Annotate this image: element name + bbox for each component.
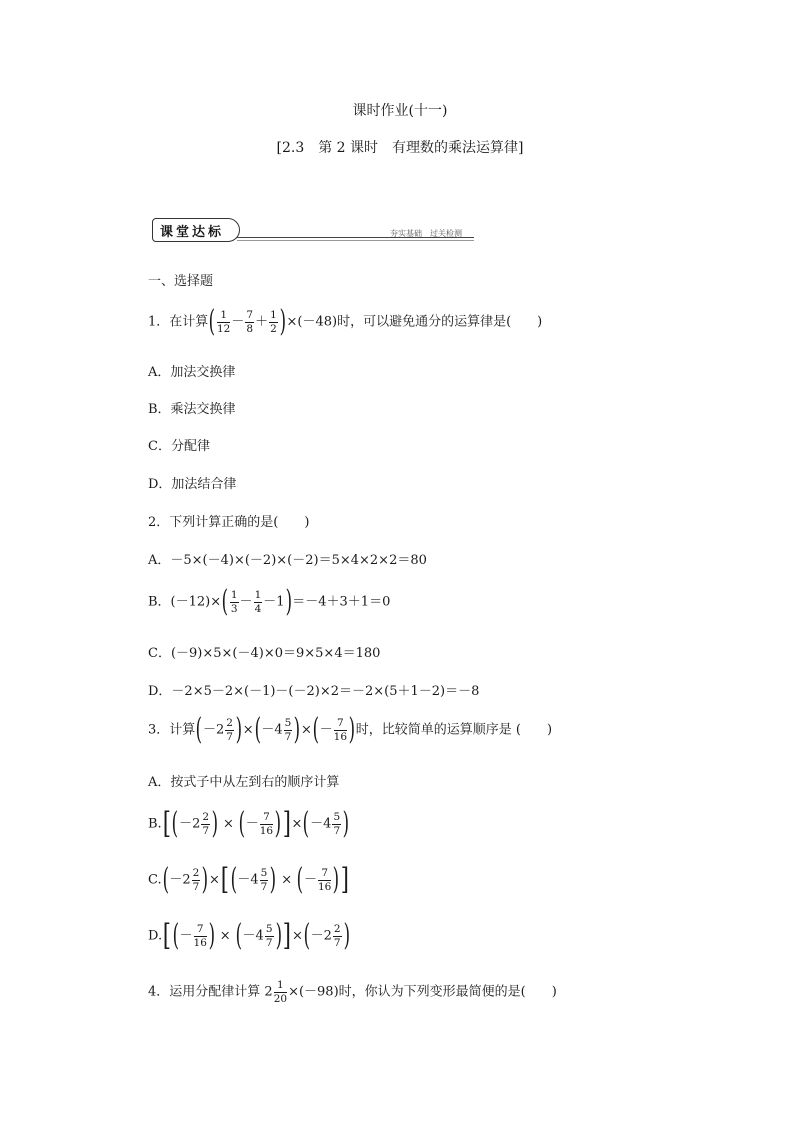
page-title: 课时作业(十一) [352,103,448,119]
banner-divider-thin [237,240,474,241]
q2-b-prefix: B．(－12)× [148,594,222,610]
q3-option-b: B.[(－2 $\frac{2}{7}$ ) × (－ $\frac{7}{16}$ )]×(－4 $\frac{5}{7}$ ) [148,806,350,841]
q3-mixed-1: $\frac{2}{7}$ [226,717,233,743]
q2-b-close-paren: ) [285,584,292,619]
q2-option-a: A．－5×(－4)×(－2)×(－2)＝5×4×2×2＝80 [148,553,427,568]
q1-fraction-1: $\frac{1}{12}$ [217,309,231,335]
page-subtitle: [2.3 第 2 课时 有理数的乘法运算律] [276,140,524,156]
banner-right-text: 夯实基础 过关检测 [390,229,462,238]
q1-close-paren: ) [279,304,286,339]
q1-suffix: ×(－48)时，可以避免通分的运算律是( ) [286,314,543,330]
q2-b-operator: － [239,594,253,610]
q1-operator-2: ＋ [255,314,269,330]
q3-option-c: C.(－2 $\frac{2}{7}$ )×[(－4 $\frac{5}{7}$ ) × (－ $\frac{7}{16}$ )] [148,862,350,897]
q1-operator-1: － [231,314,245,330]
q1-option-d: D．加法结合律 [148,477,237,492]
q2-option-c: C．(－9)×5×(－4)×0＝9×5×4＝180 [148,646,381,661]
question-4-stem [148,980,557,1004]
q3-prefix: 3．计算 [148,722,196,738]
q3-option-d: D.[(－ $\frac{7}{16}$ ) × (－4 $\frac{5}{7}$ )]×(－2 $\frac{2}{7}$ ) [148,918,350,953]
q2-b-tail: －1 [263,594,285,610]
q2-b-fraction-2: $\frac{1}{4}$ [254,589,262,615]
q1-fraction-3: $\frac{1}{2}$ [270,309,277,335]
q2-b-suffix: ＝－4＋3＋1＝0 [292,594,391,610]
q4-fraction: $\frac{1}{20}$ [273,979,288,1005]
q1-option-c: C．分配律 [148,439,210,454]
q2-b-open-paren: ( [221,584,229,619]
q1-fraction-2: $\frac{7}{8}$ [246,309,254,335]
q4-prefix: 4．运用分配律计算 2 [148,984,273,1000]
q3-suffix: 时，比较简单的运算顺序是 ( ) [355,722,553,738]
question-2-stem: 2．下列计算正确的是( ) [148,515,310,530]
q3-mixed-2: $\frac{5}{7}$ [284,717,292,743]
section-banner-label: 课堂达标 [160,225,225,240]
question-1-stem [148,304,543,339]
q1-open-paren: ( [208,304,216,339]
q1-option-b: B．乘法交换律 [148,402,236,417]
q4-suffix: ×(－98)时，你认为下列变形最简便的是( ) [288,984,557,1000]
q2-option-b [148,584,391,619]
q1-option-a: A．加法交换律 [148,365,236,380]
q3-fraction-3: $\frac{7}{16}$ [333,717,348,743]
q1-prefix: 1．在计算 [148,314,209,330]
q2-b-fraction-1: $\frac{1}{3}$ [230,589,238,615]
section-heading: 一、选择题 [148,274,214,289]
q3-option-a: A．按式子中从左到右的顺序计算 [148,775,340,790]
q2-option-d: D．－2×5－2×(－1)－(－2)×2＝－2×(5＋1－2)＝－8 [148,684,480,699]
question-3-stem: 3．计算(－2 $\frac{2}{7}$ )×(－4 $\frac{5}{7}$ )×(－ $\frac{7}{16}$ )时，比较简单的运算顺序是 ( ) [148,712,553,747]
